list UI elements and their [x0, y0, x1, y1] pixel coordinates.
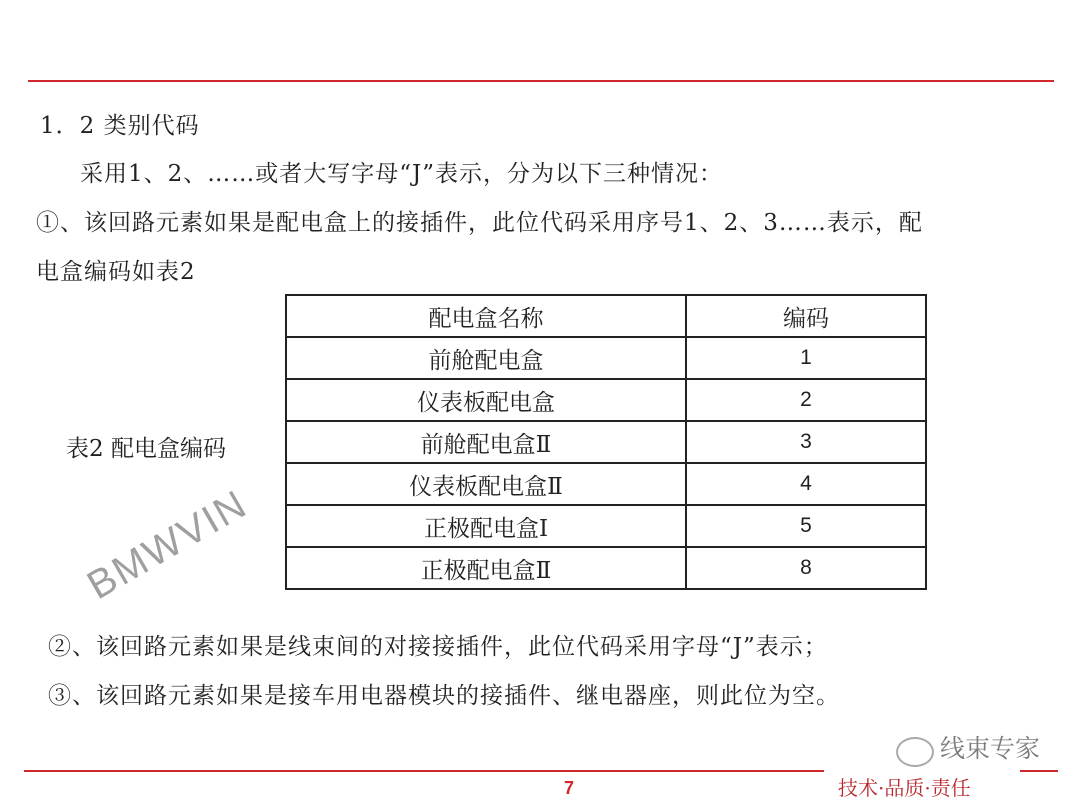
- box-name: 仪表板配电盒Ⅱ: [286, 463, 686, 505]
- table-row: [286, 547, 926, 589]
- footer-slogan: 技术·品质·责任: [838, 776, 971, 800]
- wechat-icon: [896, 737, 934, 767]
- brand-watermark: 线束专家: [940, 734, 1041, 763]
- item-3: ③、该回路元素如果是接车用电器模块的接插件、继电器座，则此位为空。: [48, 683, 840, 709]
- item-2: ②、该回路元素如果是线束间的对接接插件，此位代码采用字母“J”表示；: [48, 634, 828, 660]
- header-name: 配电盒名称: [286, 295, 686, 337]
- table-header-row: [286, 295, 926, 337]
- header-rule: [28, 80, 1054, 82]
- item-1-line-1: ①、该回路元素如果是配电盒上的接插件，此位代码采用序号1、2、3……表示，配: [36, 210, 923, 236]
- table-row: [286, 505, 926, 547]
- box-code: 2: [686, 379, 926, 421]
- box-name: 前舱配电盒Ⅱ: [286, 421, 686, 463]
- table-row: [286, 463, 926, 505]
- section-title: 1．2 类别代码: [40, 113, 200, 139]
- item-1-line-2: 电盒编码如表2: [36, 259, 196, 285]
- table-row: [286, 379, 926, 421]
- box-code: 1: [686, 337, 926, 379]
- footer-rule-left: [24, 770, 824, 772]
- header-code: 编码: [686, 295, 926, 337]
- box-name: 前舱配电盒: [286, 337, 686, 379]
- box-code: 5: [686, 505, 926, 547]
- box-code: 3: [686, 421, 926, 463]
- box-name: 正极配电盒Ⅱ: [286, 547, 686, 589]
- distribution-box-table: [285, 294, 927, 590]
- box-name: 仪表板配电盒: [286, 379, 686, 421]
- footer-rule-right: [1020, 770, 1058, 772]
- intro-text: 采用1、2、……或者大写字母“J”表示，分为以下三种情况：: [80, 161, 724, 187]
- page-number: 7: [564, 778, 575, 798]
- box-name: 正极配电盒Ⅰ: [286, 505, 686, 547]
- watermark: BMWVIN: [80, 481, 255, 609]
- table-caption: 表2 配电盒编码: [66, 436, 226, 462]
- table-row: [286, 337, 926, 379]
- table-row: [286, 421, 926, 463]
- box-code: 8: [686, 547, 926, 589]
- box-code: 4: [686, 463, 926, 505]
